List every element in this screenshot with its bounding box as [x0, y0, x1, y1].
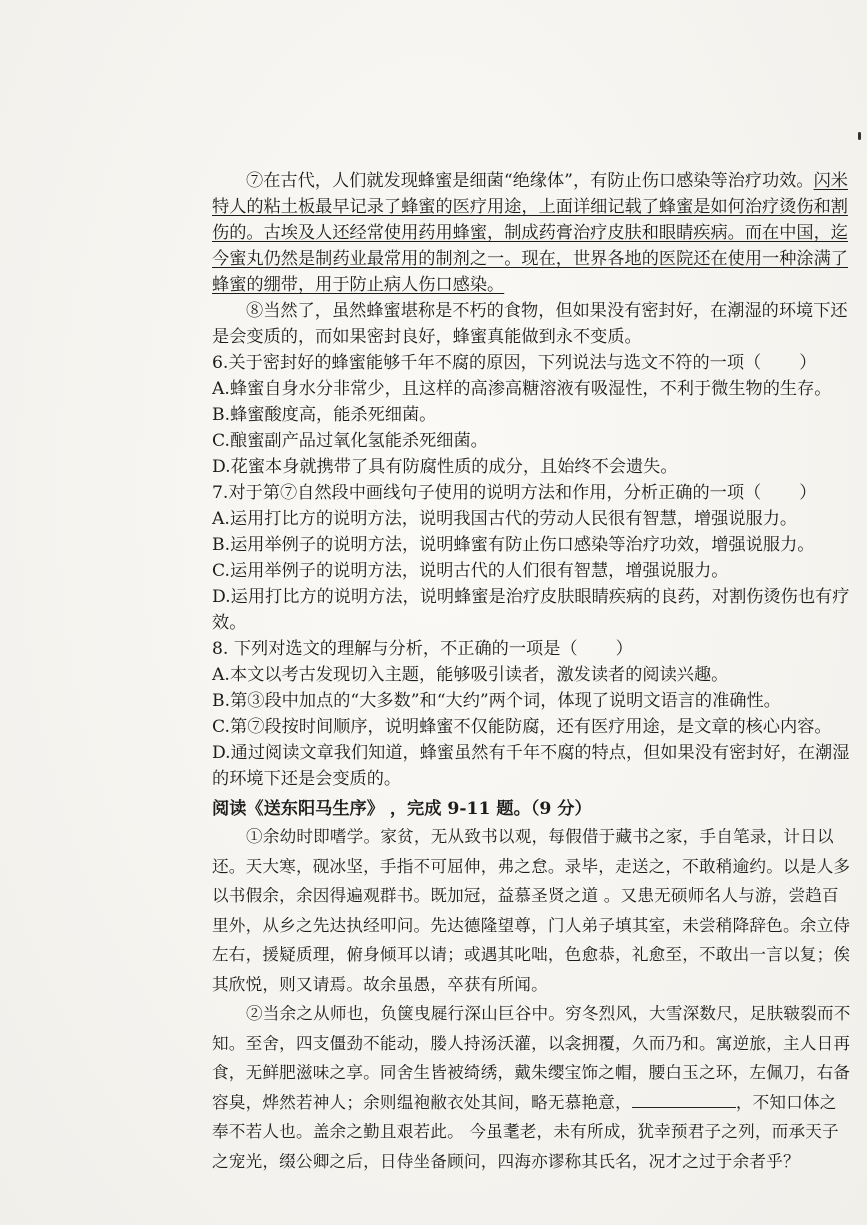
classical-paragraph-2: [212, 999, 852, 1176]
question-7-option-a: A.运用打比方的说明方法，说明我国古代的劳动人民很有智慧，增强说服力。: [212, 509, 798, 529]
classical-paragraph-2-part-2: ，不知口体之奉不若人也。盖余之勤且艰若此。 今虽耄老，未有所成，犹幸预君子之列，而承天子之宠光，缀公卿之后，日侍坐备顾问，四海亦谬称其氏名，况才之过于余者乎？: [212, 1092, 839, 1171]
document-body: [212, 168, 852, 1176]
paragraph-7-intro: ⑦在古代，人们就发现蜂蜜是细菌“绝缘体”，有防止伤口感染等治疗功效。: [246, 171, 814, 191]
question-7-option-b: B.运用举例子的说明方法，说明蜂蜜有防止伤口感染等治疗功效，增强说服力。: [212, 535, 815, 555]
question-6-option-c: C.酿蜜副产品过氧化氢能杀死细菌。: [212, 431, 488, 451]
question-8-option-d: D.通过阅读文章我们知道，蜂蜜虽然有千年不腐的特点，但如果没有密封好，在潮湿的环境下还是会变质的。: [212, 743, 850, 789]
question-6-option-a: A.蜂蜜自身水分非常少，且这样的高渗高糖溶液有吸湿性，不利于微生物的生存。: [212, 379, 832, 399]
question-7-option-c: C.运用举例子的说明方法，说明古代的人们很有智慧，增强说服力。: [212, 561, 729, 581]
fill-in-blank: [632, 1091, 736, 1108]
question-6: [212, 350, 852, 480]
classical-paragraph-2-part-1: ②当余之从师也，负箧曳屣行深山巨谷中。穷冬烈风，大雪深数尺，足肤皲裂而不知。至舍，四支僵劲不能动，媵人持汤沃灌，以衾拥覆，久而乃和。寓逆旅，主人日再食，无鲜肥滋味之享。同舍生皆被绮绣，戴朱缨宝饰之帽，腰白玉之环，左佩刀，右备容臭，烨然若神人；余则缊袍敝衣处其间，略无慕艳意，: [212, 1004, 851, 1112]
paragraph-8: ⑧当然了，虽然蜂蜜堪称是不朽的食物，但如果没有密封好，在潮湿的环境下还是会变质的，而如果密封良好，蜂蜜真能做到永不变质。: [212, 301, 848, 347]
paragraph-7-underlined-sentences: 闪米特人的粘土板最早记录了蜂蜜的医疗用途，上面详细记载了蜂蜜是如何治疗烫伤和割伤的。古埃及人还经常使用药用蜂蜜，制成药膏治疗皮肤和眼睛疾病。而在中国，迄今蜜丸仍然是制药业最常用的制剂之一。现在，世界各地的医院还在使用一种涂满了蜂蜜的绷带，用于防止病人伤口感染。: [212, 171, 848, 295]
question-6-option-b: B.蜂蜜酸度高，能杀死细菌。: [212, 405, 437, 425]
question-6-option-d: D.花蜜本身就携带了具有防腐性质的成分，且始终不会遗失。: [212, 457, 678, 477]
question-8-stem: [212, 636, 852, 662]
question-7-stem: [212, 480, 852, 506]
question-7-text: 7.对于第⑦自然段中画线句子使用的说明方法和作用，分析正确的一项（: [212, 483, 762, 503]
question-6-text: 6.关于密封好的蜂蜜能够千年不腐的原因，下列说法与选文不符的一项（: [212, 353, 762, 373]
scan-speck: [858, 132, 861, 140]
question-6-close-paren: ）: [799, 353, 817, 373]
question-8-option-c: C.第⑦段按时间顺序，说明蜂蜜不仅能防腐，还有医疗用途，是文章的核心内容。: [212, 717, 832, 737]
question-8-option-a: A.本文以考古发现切入主题，能够吸引读者，激发读者的阅读兴趣。: [212, 665, 729, 685]
question-8-close-paren: ）: [615, 639, 633, 659]
question-7: [212, 480, 852, 636]
classical-paragraph-1: ①余幼时即嗜学。家贫，无从致书以观，每假借于藏书之家，手自笔录，计日以还。天大寒，砚冰坚，手指不可屈伸，弗之怠。录毕，走送之，不敢稍逾约。以是人多以书假余，余因得遍观群书。既加冠，益慕圣贤之道 。又患无硕师名人与游，尝趋百里外，从乡之先达执经叩问。先达德隆望尊，门人弟子填其室，未尝稍降辞色。余立侍左右，援疑质理，俯身倾耳以请；或遇其叱咄，色愈恭，礼愈至，不敢出一言以复；俟其欣悦，则又请焉。故余虽愚，卒获有所闻。: [212, 827, 851, 994]
question-8-text: 8. 下列对选文的理解与分析，不正确的一项是（: [212, 639, 578, 659]
paragraph-7: [212, 168, 852, 298]
question-6-stem: [212, 350, 852, 376]
question-7-option-d: D.运用打比方的说明方法，说明蜂蜜是治疗皮肤眼睛疾病的良药，对割伤烫伤也有疗效。: [212, 587, 850, 633]
question-8: [212, 636, 852, 792]
reading-section-heading: 阅读《送东阳马生序》 ，完成 9-11 题。（9 分）: [212, 799, 592, 819]
question-7-close-paren: ）: [799, 483, 817, 503]
question-8-option-b: B.第③段中加点的“大多数”和“大约”两个词，体现了说明文语言的准确性。: [212, 691, 781, 711]
